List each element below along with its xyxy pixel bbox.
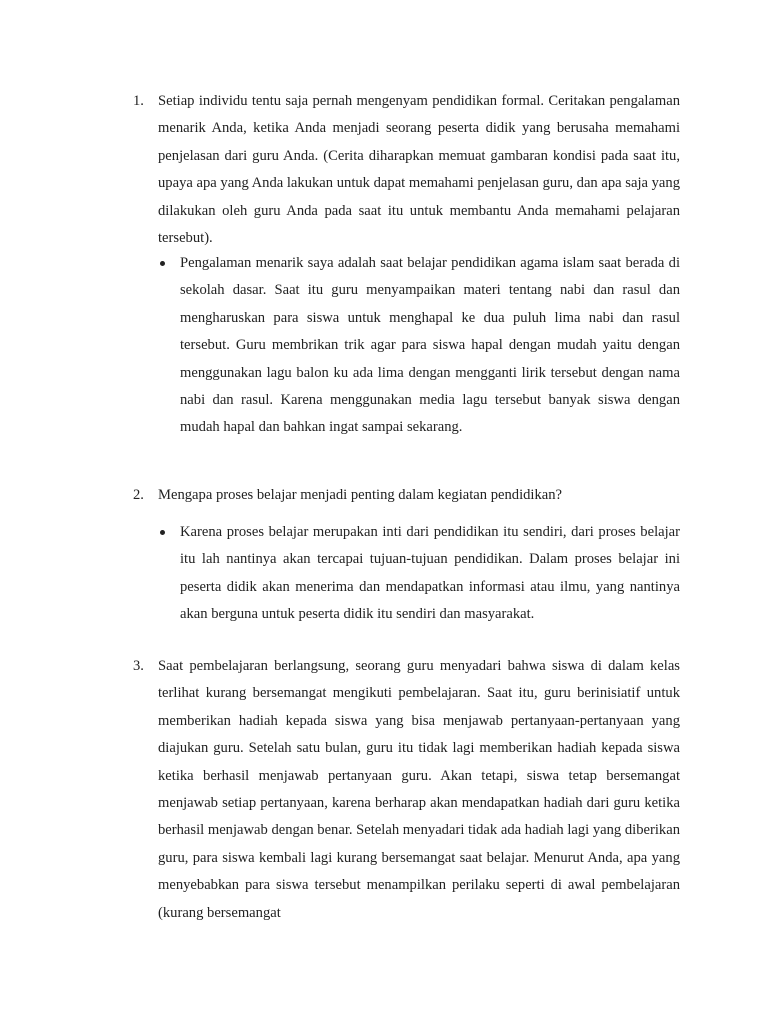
answer-2-text: Karena proses belajar merupakan inti dari pendidikan itu sendiri, dari proses belajar itu lah nantinya akan tercapai tujuan-tujuan pendidikan. Dalam proses belajar ini peserta didik akan menerima dan mendapatkan informasi atau ilmu, yang nantinya akan berguna untuk peserta didik itu sendiri dan masyarakat. [180,524,680,623]
question-3-text: Saat pembelajaran berlangsung, seorang guru menyadari bahwa siswa di dalam kelas terlihat kurang bersemangat mengikuti pembelajaran. Saat itu, guru berinisiatif untuk memberikan hadiah kepada siswa yang bisa menjawab pertanyaan-pertanyaan yang diajukan guru. Setelah satu bulan, guru itu tidak lagi memberikan hadiah kepada siswa ketika berhasil menjawab pertanyaan guru. Akan tetapi, siswa tetap bersemangat menjawab setiap pertanyaan, karena berharap akan mendapatkan hadiah dari guru ketika berhasil menjawab dengan benar. Setelah menyadari tidak ada hadiah lagi yang diberikan guru, para siswa kembali lagi kurang bersemangat saat belajar. Menurut Anda, apa yang menyebabkan para siswa tersebut menampilkan perilaku seperti di awal pembelajaran (kurang bersemangat [158,658,680,921]
question-2 [133,482,680,509]
question-2-text: Mengapa proses belajar menjadi penting dalam kegiatan pendidikan? [158,487,563,503]
question-3-number: 3. [133,658,144,674]
question-1-text: Setiap individu tentu saja pernah mengenyam pendidikan formal. Ceritakan pengalaman menarik Anda, ketika Anda menjadi seorang peserta didik yang berusaha memahami penjelasan dari guru Anda. (Cerita diharapkan memuat gambaran kondisi pada saat itu, upaya apa yang Anda lakukan untuk dapat memahami penjelasan guru, dan apa saja yang dilakukan oleh guru Anda pada saat itu untuk membantu Anda memahami pelajaran tersebut). [158,93,680,247]
question-1 [133,88,680,252]
bullet-icon [160,530,165,535]
question-1-number: 1. [133,93,144,109]
answer-2 [180,519,680,629]
answer-1-text: Pengalaman menarik saya adalah saat belajar pendidikan agama islam saat berada di sekolah dasar. Saat itu guru menyampaikan materi tentang nabi dan rasul dan mengharuskan para siswa untuk menghapal ke dua puluh lima nabi dan rasul tersebut. Guru membrikan trik agar para siswa hapal dengan mudah yaitu dengan menggunakan lagu balon ku ada lima dengan mengganti lirik tersebut dengan nama nabi dan rasul. Karena menggunakan media lagu tersebut banyak siswa dengan mudah hapal dan bahkan ingat sampai sekarang. [180,255,680,436]
question-3 [133,653,680,927]
answer-1 [180,250,680,442]
bullet-icon [160,261,165,266]
question-2-number: 2. [133,487,144,503]
